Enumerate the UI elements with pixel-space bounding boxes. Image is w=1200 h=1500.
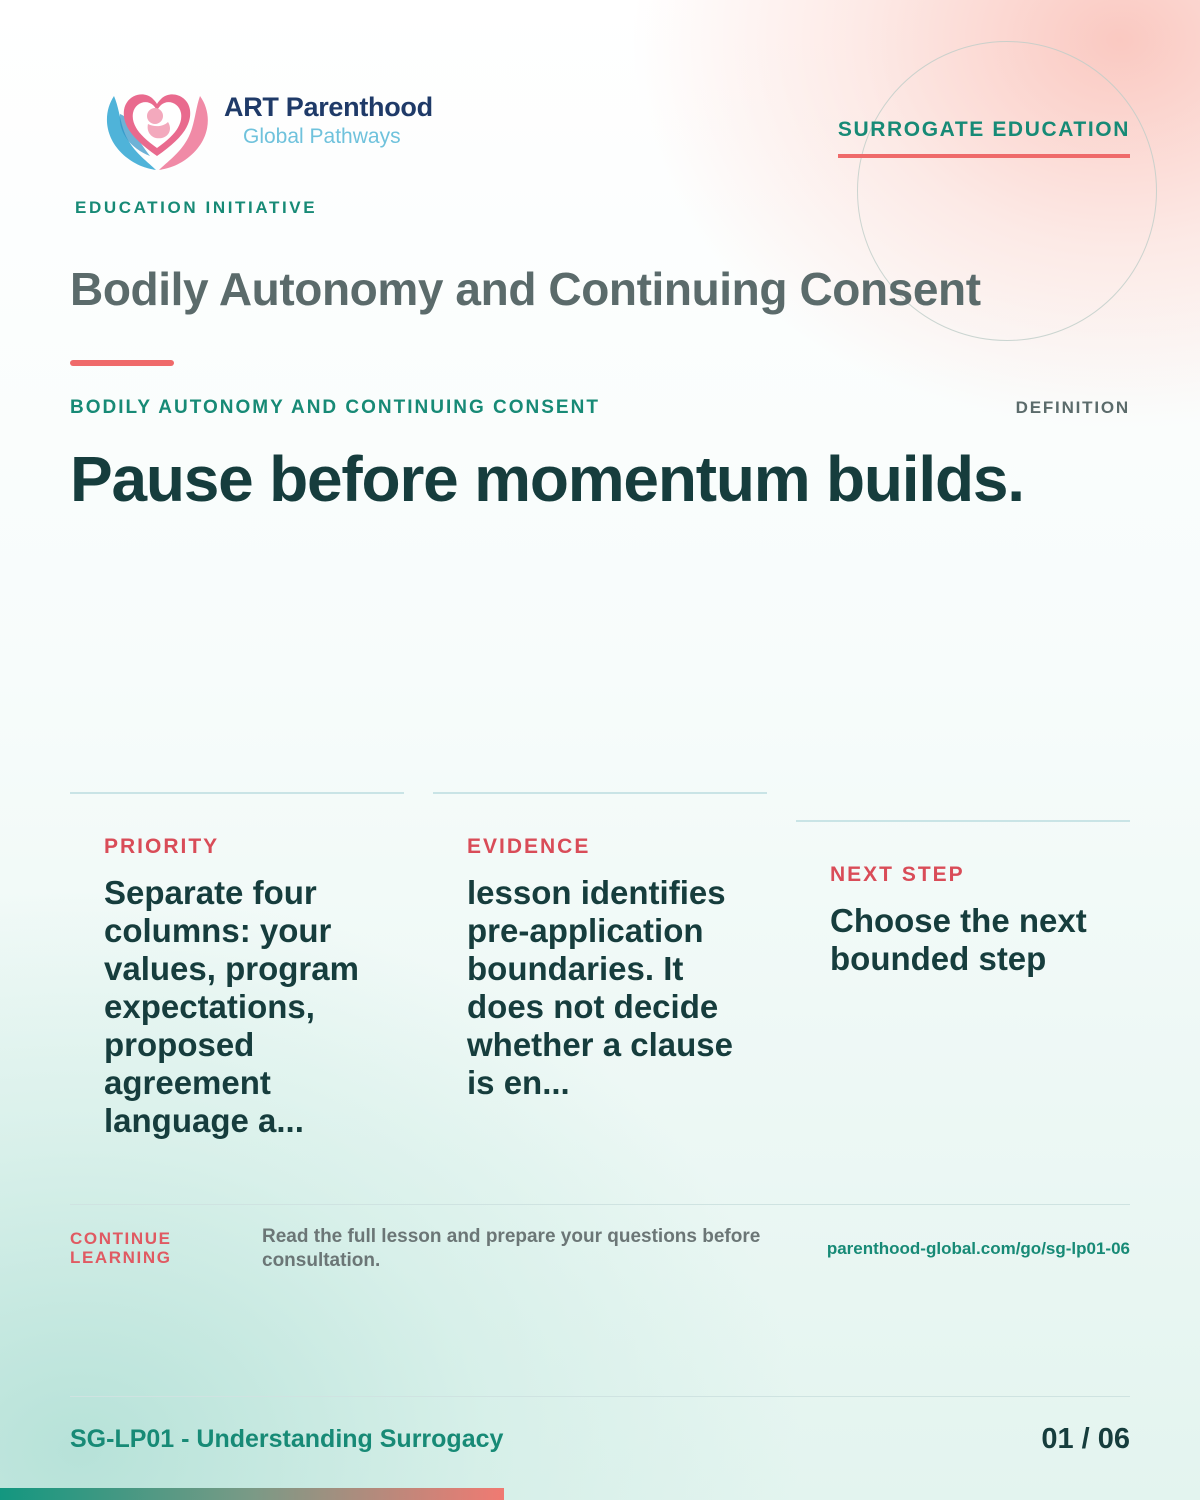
headline: Pause before momentum builds.	[70, 443, 1024, 515]
card-text: Separate four columns: your values, program expectations, proposed agreement language a...	[104, 874, 359, 1139]
priority-card	[70, 792, 404, 1152]
divider	[70, 1204, 1130, 1205]
progress-bar	[0, 1488, 1200, 1500]
section-type-tag: DEFINITION	[1015, 398, 1130, 417]
education-initiative-label: EDUCATION INITIATIVE	[75, 198, 318, 217]
course-name: SG-LP01 - Understanding Surrogacy	[70, 1425, 504, 1453]
progress-fill	[0, 1488, 504, 1500]
brand-subtitle: Global Pathways	[243, 125, 401, 148]
brand-logo	[100, 74, 440, 174]
surrogate-education-tag: SURROGATE EDUCATION	[838, 118, 1130, 158]
page-title: Bodily Autonomy and Continuing Consent	[70, 263, 981, 315]
lesson-link[interactable]: parenthood-global.com/go/sg-lp01-06	[826, 1239, 1130, 1258]
page-counter: 01 / 06	[1041, 1423, 1130, 1455]
card-label: NEXT STEP	[830, 863, 965, 886]
heart-hands-logo-icon	[100, 74, 215, 174]
section-label: BODILY AUTONOMY AND CONTINUING CONSENT	[70, 397, 600, 418]
divider	[70, 1396, 1130, 1397]
continue-learning-label: CONTINUE LEARNING	[70, 1229, 172, 1267]
card-label: PRIORITY	[104, 835, 220, 858]
title-accent-rule	[70, 360, 174, 366]
continue-learning-text: Read the full lesson and prepare your questions before consultation.	[262, 1226, 761, 1271]
next-step-card	[796, 820, 1130, 1150]
card-text: lesson identifies pre-application boundaries. It does not decide whether a clause is en...	[467, 874, 733, 1101]
card-text: Choose the next bounded step	[830, 902, 1087, 977]
brand-name: ART Parenthood	[224, 92, 433, 122]
card-label: EVIDENCE	[467, 835, 591, 858]
evidence-card	[433, 792, 767, 1152]
